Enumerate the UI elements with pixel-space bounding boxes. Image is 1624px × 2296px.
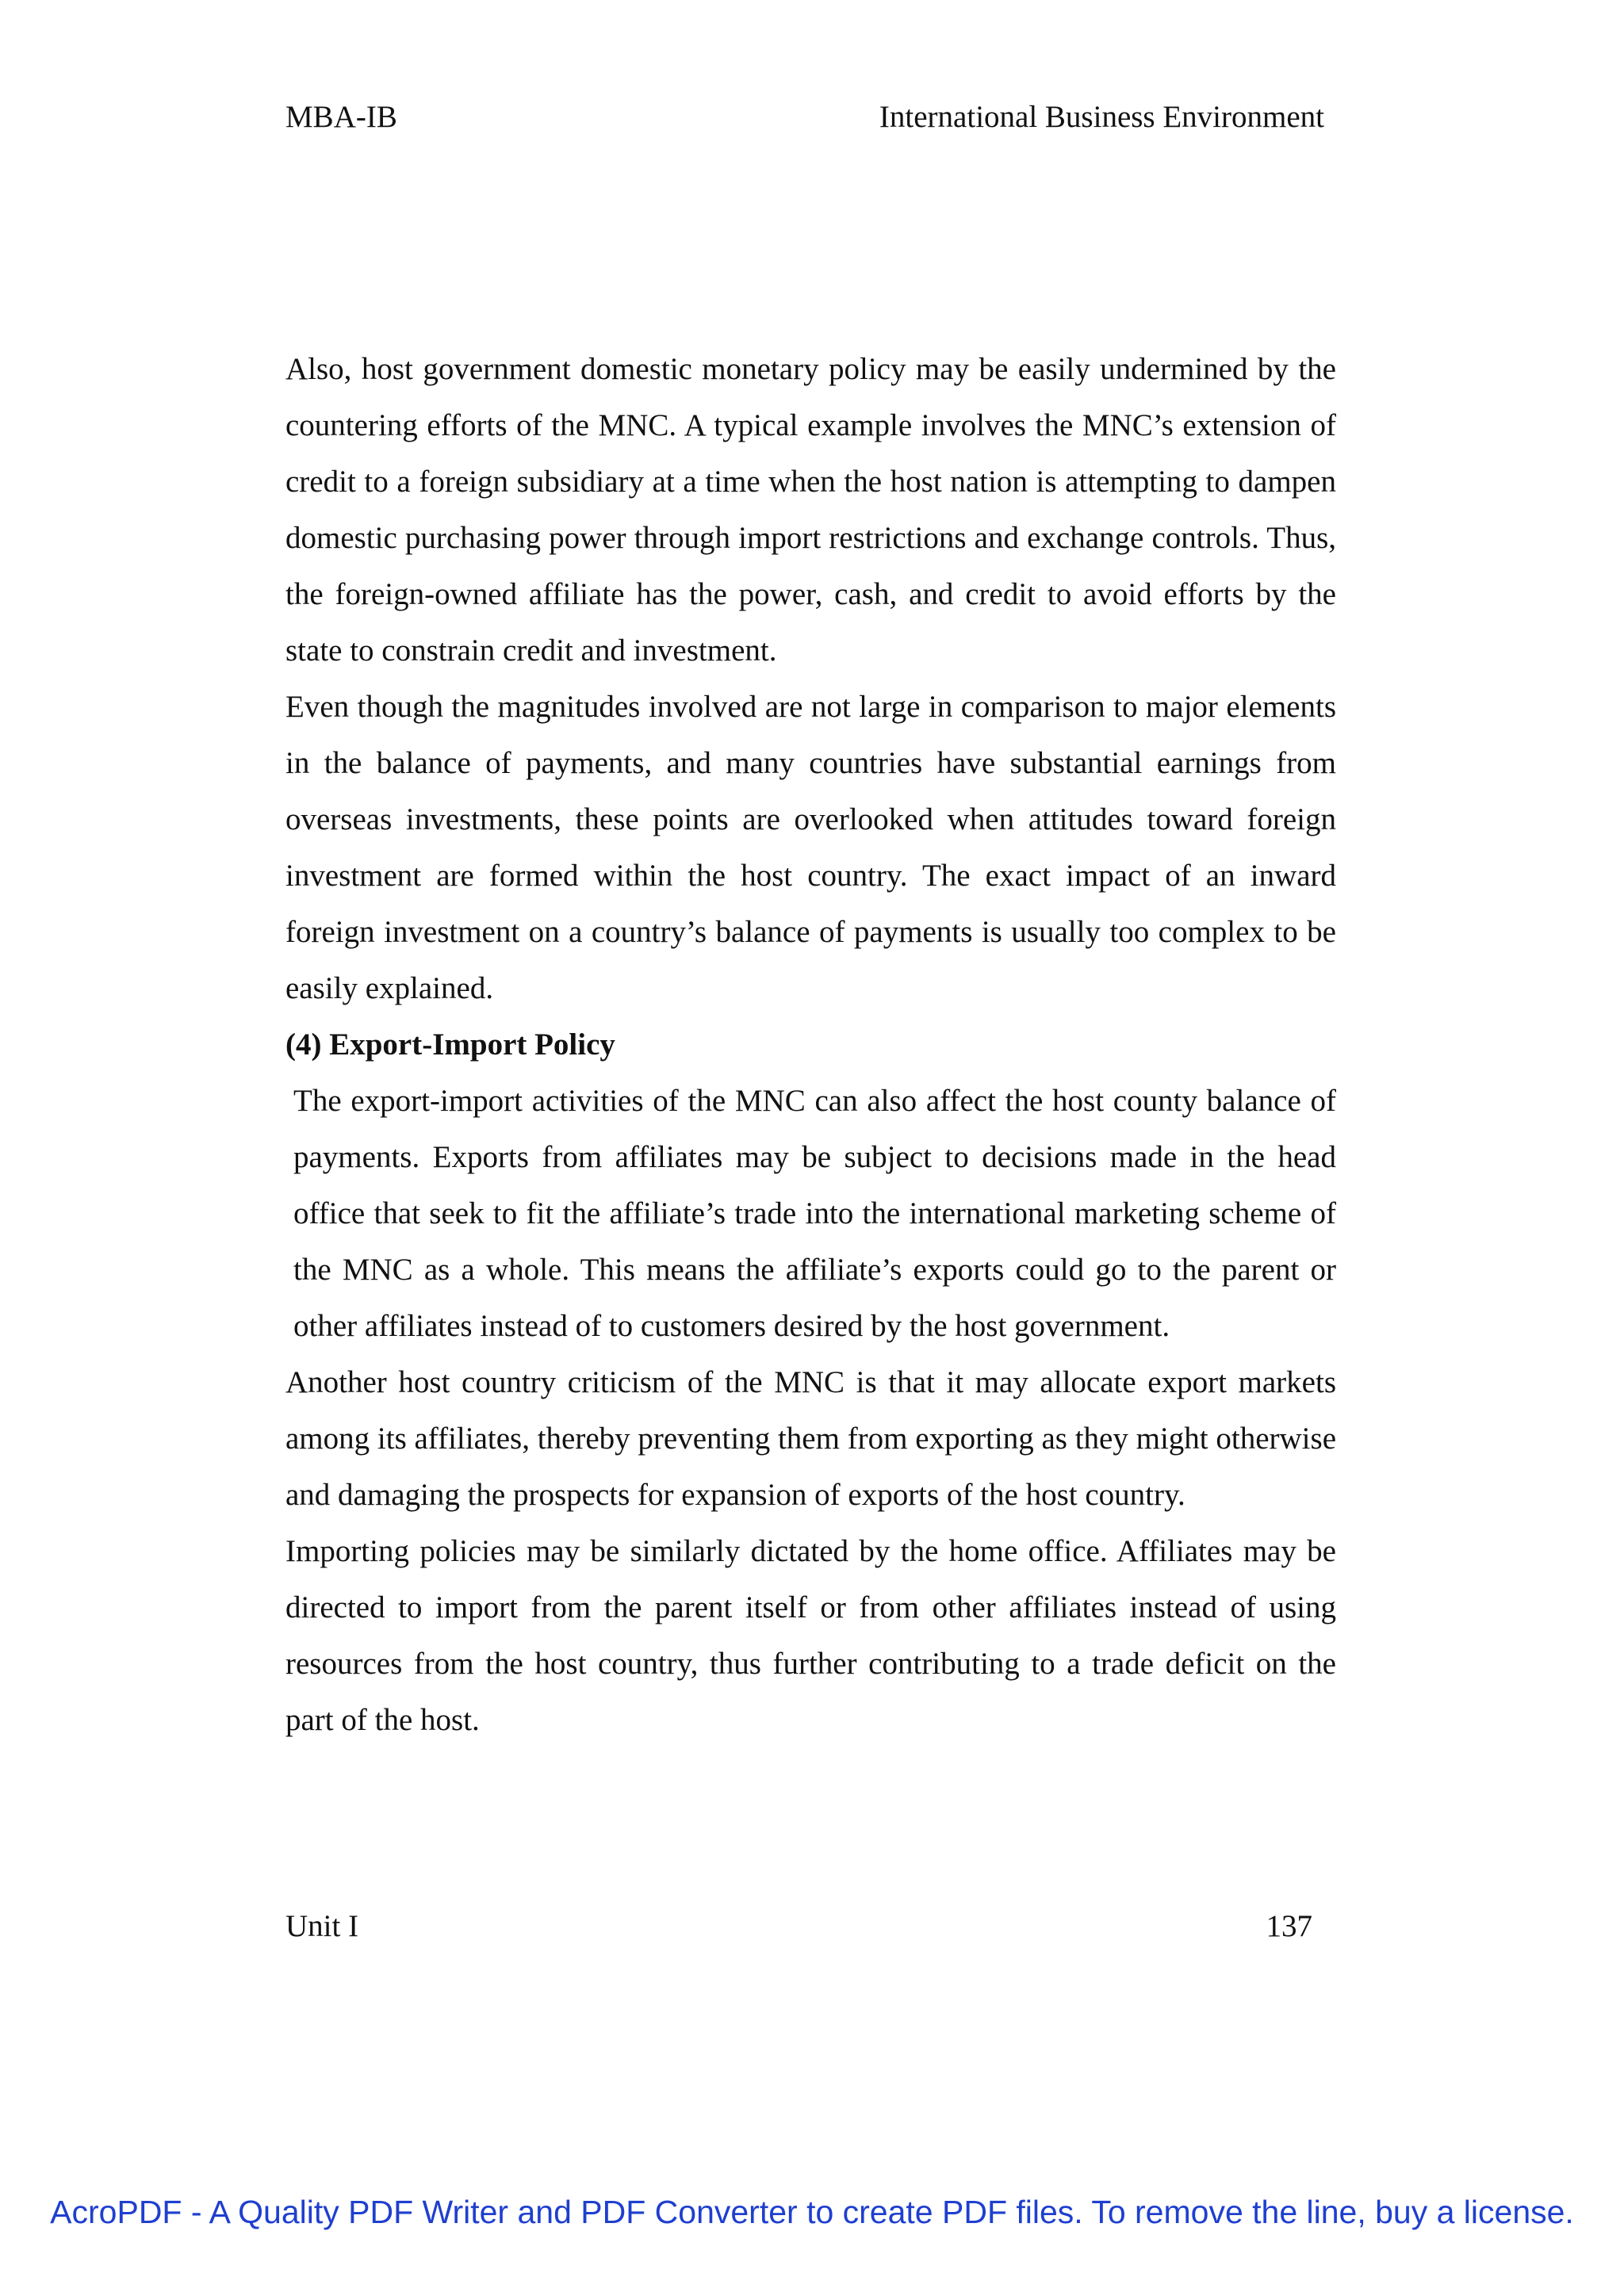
page-body [285,341,1336,1748]
paragraph-importing-policies: Importing policies may be similarly dictated by the home office. Affiliates may be directed to import from the parent itself or from other affiliates instead of using resources from the host country, thus further contributing to a trade deficit on the part of the host. [285,1534,1336,1737]
paragraph-export-import-activities: The export-import activities of the MNC can also affect the host county balance of payments. Exports from affiliates may be subject to decisions made in the head office that seek to fit the affiliate’s trade into the international marketing scheme of the MNC as a whole. This means the affiliate’s exports could go to the parent or other affiliates instead of to customers desired by the host government. [293,1084,1336,1343]
paragraph-balance-of-payments: Even though the magnitudes involved are not large in comparison to major elements in the balance of payments, and many countries have substantial earnings from overseas investments, these points are overlooked when attitudes toward foreign investment are formed within the host country. The exact impact of an inward foreign investment on a country’s balance of payments is usually too complex to be easily explained. [285,690,1336,1005]
page-number: 137 [1266,1909,1312,1943]
paragraph-monetary-policy: Also, host government domestic monetary policy may be easily undermined by the countering efforts of the MNC. A typical example involves the MNC’s extension of credit to a foreign subsidiary at a time when the host nation is attempting to dampen domestic purchasing power through import restrictions and exchange controls. Thus, the foreign-owned affiliate has the power, cash, and credit to avoid efforts by the state to constrain credit and investment. [285,352,1336,668]
acropdf-watermark: AcroPDF - A Quality PDF Writer and PDF Converter to create PDF files. To remove the line, buy a license. [50,2194,1574,2230]
section-heading-export-import: (4) Export-Import Policy [285,1027,615,1062]
paragraph-export-markets-criticism: Another host country criticism of the MNC is that it may allocate export markets among its affiliates, thereby preventing them from exporting as they might otherwise and damaging the prospects for expansion of exports of the host country. [285,1365,1336,1512]
footer-unit-label: Unit I [285,1909,359,1943]
header-subject-title: International Business Environment [879,100,1324,134]
header-course-label: MBA-IB [285,100,397,134]
